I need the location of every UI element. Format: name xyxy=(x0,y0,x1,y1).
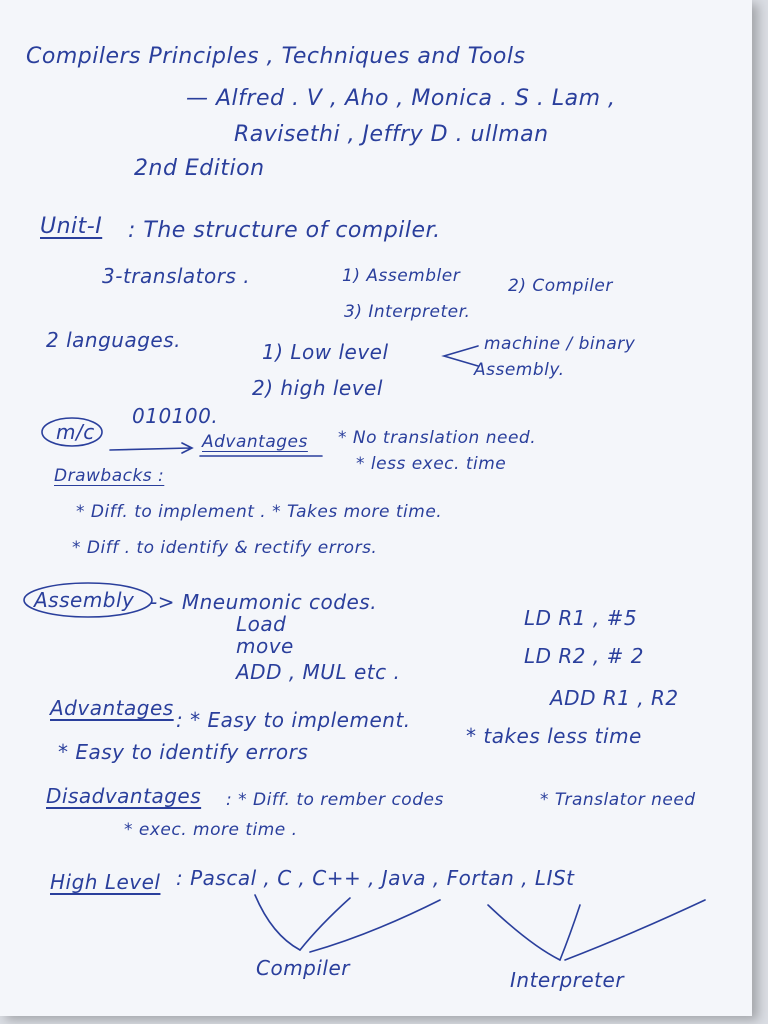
language-high-level: 2) high level xyxy=(252,376,383,400)
translators-label: 3-translators . xyxy=(102,264,251,288)
assembly-example-1: LD R1 , #5 xyxy=(524,606,638,630)
assembly-disadvantage-3: * exec. more time . xyxy=(124,820,298,840)
book-authors-line1: — Alfred . V , Aho , Monica . S . Lam , xyxy=(186,86,616,111)
mc-binary: 010100. xyxy=(132,404,219,428)
translator-interpreter: 3) Interpreter. xyxy=(344,302,471,322)
assembly-example-2: LD R2 , # 2 xyxy=(524,644,644,668)
mc-advantage-1: * No translation need. xyxy=(338,428,537,448)
assembly-advantage-1: : * Easy to implement. xyxy=(176,708,411,732)
assembly-disadvantage-2: * Translator need xyxy=(540,790,696,810)
low-level-machine: machine / binary xyxy=(484,334,636,354)
assembly-advantages-label: Advantages xyxy=(50,696,174,720)
compiler-label: Compiler xyxy=(256,956,351,980)
translator-compiler: 2) Compiler xyxy=(508,276,613,296)
high-level-label: High Level xyxy=(50,870,161,894)
assembly-code-load: Load xyxy=(236,612,287,636)
mc-advantages-label: Advantages xyxy=(202,432,308,452)
mc-drawback-2: * Diff . to identify & rectify errors. xyxy=(72,538,378,558)
assembly-example-3: ADD R1 , R2 xyxy=(550,686,679,710)
assembly-code-move: move xyxy=(236,634,294,658)
assembly-label: Assembly xyxy=(34,588,135,612)
unit-heading: : The structure of compiler. xyxy=(128,218,441,243)
assembly-advantage-2: * takes less time xyxy=(466,724,642,748)
book-title: Compilers Principles , Techniques and Tools xyxy=(26,44,526,69)
assembly-code-add-mul: ADD , MUL etc . xyxy=(236,660,401,684)
assembly-disadvantages-label: Disadvantages xyxy=(46,784,202,808)
low-level-assembly: Assembly. xyxy=(474,360,565,380)
book-edition: 2nd Edition xyxy=(134,156,265,181)
high-level-languages: : Pascal , C , C++ , Java , Fortan , LISt xyxy=(176,866,575,890)
unit-label: Unit-I xyxy=(40,214,103,239)
mc-label: m/c xyxy=(56,420,95,444)
translator-assembler: 1) Assembler xyxy=(342,266,461,286)
mc-advantage-2: * less exec. time xyxy=(356,454,507,474)
mc-drawback-1: * Diff. to implement . * Takes more time. xyxy=(76,502,443,522)
assembly-disadvantage-1: : * Diff. to rember codes xyxy=(226,790,444,810)
book-authors-line2: Ravisethi , Jeffry D . ullman xyxy=(234,122,549,147)
languages-label: 2 languages. xyxy=(46,328,181,352)
assembly-advantage-3: * Easy to identify errors xyxy=(58,740,309,764)
mc-drawbacks-label: Drawbacks : xyxy=(54,466,165,486)
interpreter-label: Interpreter xyxy=(510,968,625,992)
language-low-level: 1) Low level xyxy=(262,340,389,364)
assembly-description: -> Mneumonic codes. xyxy=(150,590,378,614)
